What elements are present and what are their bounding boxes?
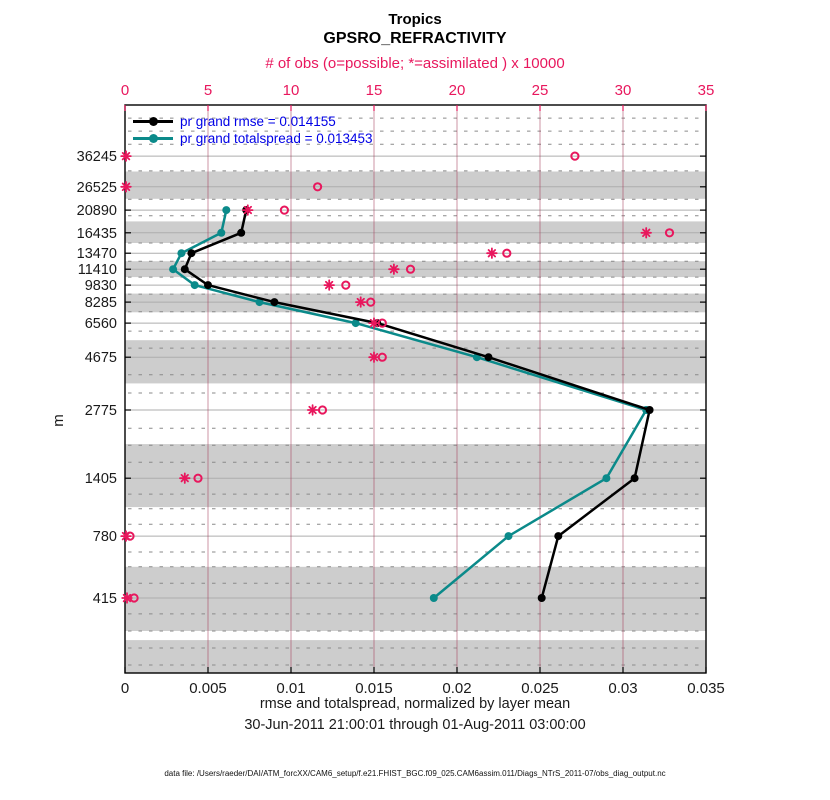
chart-subtitle: GPSRO_REFRACTIVITY: [323, 30, 507, 47]
svg-text:11410: 11410: [77, 262, 117, 279]
svg-text:0.01: 0.01: [276, 680, 306, 697]
svg-text:30: 30: [614, 82, 632, 99]
legend-line-totalspread: [133, 137, 173, 140]
svg-text:15: 15: [365, 82, 383, 99]
svg-text:0.025: 0.025: [521, 680, 559, 697]
svg-text:1405: 1405: [84, 471, 117, 488]
legend: [133, 113, 373, 147]
svg-text:2775: 2775: [84, 403, 117, 419]
svg-text:0: 0: [120, 82, 130, 99]
legend-label-totalspread: pr grand totalspread = 0.013453: [180, 131, 373, 146]
obs-axis-label: # of obs (o=possible; *=assimilated ) x 10000: [265, 55, 565, 72]
svg-text:6560: 6560: [84, 316, 117, 333]
x-axis-label: rmse and totalspread, normalized by layer mean: [259, 696, 571, 712]
y-axis-label: m: [49, 414, 67, 427]
svg-text:5: 5: [203, 82, 213, 99]
legend-marker-icon: [149, 117, 158, 126]
datafile-label: data file: /Users/raeder/DAI/ATM_forcXX/CAM6_setup/f.e21.FHIST_BGC.f09_025.CAM6assim.011/Diags_NTrS_2011-07/obs_diag_output.nc: [164, 769, 666, 778]
svg-text:13470: 13470: [76, 246, 117, 263]
svg-text:9830: 9830: [84, 278, 117, 295]
legend-marker-icon: [149, 134, 158, 143]
svg-text:0.015: 0.015: [355, 680, 393, 697]
svg-text:35: 35: [697, 82, 715, 99]
svg-text:4675: 4675: [84, 350, 117, 367]
date-range-label: 30-Jun-2011 21:00:01 through 01-Aug-2011 03:00:00: [244, 717, 586, 733]
svg-text:16435: 16435: [76, 225, 117, 242]
legend-item-totalspread: [133, 130, 373, 147]
svg-text:10: 10: [282, 82, 300, 99]
chart-title: Tropics: [388, 11, 442, 28]
svg-text:0.035: 0.035: [687, 680, 725, 697]
svg-text:36245: 36245: [76, 149, 117, 166]
svg-text:0.02: 0.02: [442, 680, 472, 697]
legend-label-rmse: pr grand rmse = 0.014155: [180, 114, 336, 129]
svg-text:26525: 26525: [76, 179, 117, 196]
svg-text:20: 20: [448, 82, 466, 99]
legend-line-rmse: [133, 120, 173, 123]
svg-text:780: 780: [92, 529, 117, 546]
svg-text:415: 415: [92, 591, 117, 607]
svg-text:8285: 8285: [84, 295, 117, 312]
svg-text:0: 0: [120, 680, 130, 697]
svg-text:0.03: 0.03: [608, 680, 638, 697]
svg-text:0.005: 0.005: [189, 680, 227, 697]
legend-item-rmse: [133, 113, 373, 130]
svg-text:20890: 20890: [76, 203, 117, 220]
svg-text:25: 25: [531, 82, 549, 99]
